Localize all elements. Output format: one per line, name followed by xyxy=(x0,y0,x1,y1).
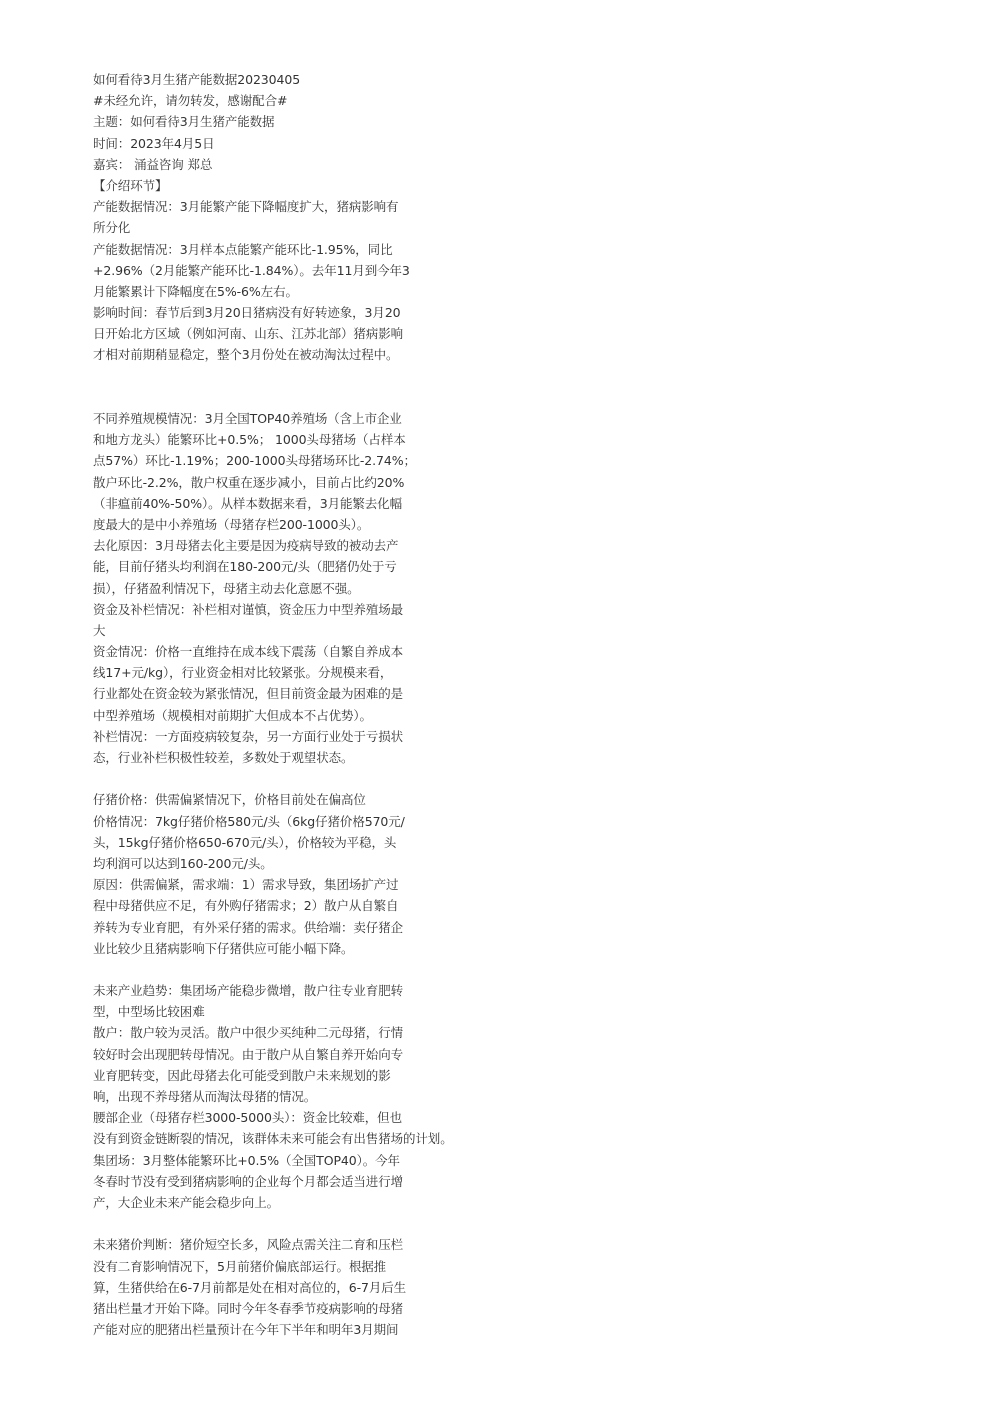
text-line: 态，行业补栏积极性较差，多数处于观望状态。 xyxy=(93,750,354,765)
blank-line xyxy=(93,366,513,387)
text-line: 中型养殖场（规模相对前期扩大但成本不占优势）。 xyxy=(93,707,372,723)
text-line: 原因：供需偏紧，需求端：1）需求导致，集团场扩产过 xyxy=(93,877,399,893)
text-line: 散户环比-2.2%，散户权重在逐步减小，目前占比约20% xyxy=(93,474,405,490)
text-line: #未经允许，请勿转发，感谢配合# xyxy=(93,93,288,109)
text-line: 产能对应的肥猪出栏量预计在今年下半年和明年3月期间 xyxy=(93,1322,399,1338)
text-line: 算，生猪供给在6-7月前都是处在相对高位的，6-7月后生 xyxy=(93,1279,407,1295)
text-line: 产能数据情况：3月能繁产能下降幅度扩大，猪病影响有 xyxy=(93,199,399,215)
text-line: 点57%）环比-1.19%；200-1000头母猪场环比-2.74%； xyxy=(93,453,416,469)
text-line: 时间：2023年4月5日 xyxy=(93,135,215,151)
text-line: 主题：如何看待3月生猪产能数据 xyxy=(93,114,275,130)
text-line: 头，15kg仔猪价格650-670元/头），价格较为平稳，头 xyxy=(93,834,397,850)
text-line: 产，大企业未来产能会稳步向上。 xyxy=(93,1194,280,1210)
text-line: 业比较少且猪病影响下仔猪供应可能小幅下降。 xyxy=(93,940,354,956)
text-line: 影响时间：春节后到3月20日猪病没有好转迹象，3月20 xyxy=(93,305,401,321)
text-line: 冬春时节没有受到猪病影响的企业每个月都会适当进行增 xyxy=(93,1173,404,1189)
text-line: 较好时会出现肥转母情况。由于散户从自繁自养开始向专 xyxy=(93,1046,404,1062)
text-line: 损），仔猪盈利情况下，母猪主动去化意愿不强。 xyxy=(93,580,360,596)
text-line: 去化原因：3月母猪去化主要是因为疫病导致的被动去产 xyxy=(93,538,399,554)
blank-line xyxy=(93,768,513,789)
text-line: 业育肥转变，因此母猪去化可能受到散户未来规划的影 xyxy=(93,1067,391,1083)
text-line: 程中母猪供应不足，有外购仔猪需求；2）散户从自繁自 xyxy=(93,898,399,914)
text-line: 猪出栏量才开始下降。同时今年冬春季节疫病影响的母猪 xyxy=(93,1300,404,1316)
text-line: 行业都处在资金较为紧张情况，但目前资金最为困难的是 xyxy=(93,686,404,702)
text-line: 补栏情况：一方面疫病较复杂，另一方面行业处于亏损状 xyxy=(93,728,404,744)
text-line: 和地方龙头）能繁环比+0.5%； 1000头母猪场（占样本 xyxy=(93,432,406,448)
text-line: 响，出现不养母猪从而淘汰母猪的情况。 xyxy=(93,1089,317,1104)
text-line: 线17+元/kg），行业资金相对比较紧张。分规模来看， xyxy=(93,665,393,681)
text-line: 资金及补栏情况：补栏相对谨慎，资金压力中型养殖场最 xyxy=(93,601,404,617)
text-line: 不同养殖规模情况：3月全国TOP40养殖场（含上市企业 xyxy=(93,411,402,426)
text-line: 散户：散户较为灵活。散户中很少买纯种二元母猪，行情 xyxy=(93,1025,404,1041)
text-line: 嘉宾： 涌益咨询 郑总 xyxy=(93,156,213,172)
text-line: 养转为专业育肥，有外采仔猪的需求。供给端：卖仔猪企 xyxy=(93,919,404,935)
blank-line xyxy=(93,959,513,980)
blank-line xyxy=(93,1213,513,1234)
text-line: 集团场：3月整体能繁环比+0.5%（全国TOP40）。今年 xyxy=(93,1152,400,1168)
text-line: 大 xyxy=(93,622,106,638)
text-line: 腰部企业（母猪存栏3000-5000头）：资金比较难，但也 xyxy=(93,1110,402,1126)
document-body xyxy=(93,69,513,1340)
text-line: 日开始北方区域（例如河南、山东、江苏北部）猪病影响 xyxy=(93,326,404,342)
text-line: 所分化 xyxy=(93,220,131,236)
text-line: （非瘟前40%-50%）。从样本数据来看，3月能繁去化幅 xyxy=(93,495,402,511)
text-line: 没有到资金链断裂的情况，该群体未来可能会有出售猪场的计划。 xyxy=(93,1131,453,1147)
text-line: 均利润可以达到160-200元/头。 xyxy=(93,855,273,871)
blank-line xyxy=(93,387,513,408)
text-line: 产能数据情况：3月样本点能繁产能环比-1.95%，同比 xyxy=(93,241,393,257)
text-line: 型，中型场比较困难 xyxy=(93,1004,205,1020)
text-line: 能，目前仔猪头均利润在180-200元/头（肥猪仍处于亏 xyxy=(93,559,397,575)
text-line: 未来猪价判断：猪价短空长多，风险点需关注二育和压栏 xyxy=(93,1237,404,1253)
text-line: 未来产业趋势：集团场产能稳步微增，散户往专业育肥转 xyxy=(93,983,404,999)
text-line: 仔猪价格：供需偏紧情况下，价格目前处在偏高位 xyxy=(93,792,366,808)
text-line: 价格情况：7kg仔猪价格580元/头（6kg仔猪价格570元/ xyxy=(93,813,405,829)
text-line: +2.96%（2月能繁产能环比-1.84%）。去年11月到今年3 xyxy=(93,262,410,278)
document-title: 如何看待3月生猪产能数据20230405 xyxy=(93,72,301,87)
text-line: 【介绍环节】 xyxy=(93,177,168,193)
text-line: 度最大的是中小养殖场（母猪存栏200-1000头）。 xyxy=(93,516,370,532)
text-line: 资金情况：价格一直维持在成本线下震荡（自繁自养成本 xyxy=(93,644,404,660)
text-line: 月能繁累计下降幅度在5%-6%左右。 xyxy=(93,283,298,299)
text-line: 才相对前期稍显稳定，整个3月份处在被动淘汰过程中。 xyxy=(93,347,399,363)
text-line: 没有二育影响情况下，5月前猪价偏底部运行。根据推 xyxy=(93,1258,387,1274)
